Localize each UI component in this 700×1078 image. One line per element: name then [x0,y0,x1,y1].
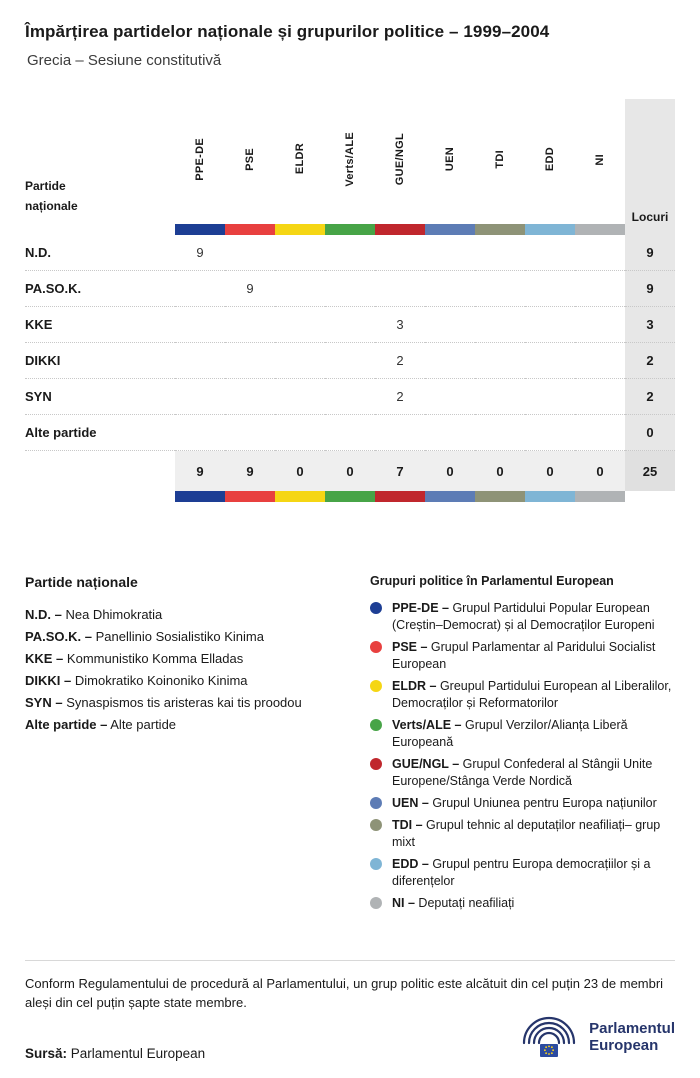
page-subtitle: Grecia – Sesiune constitutivă [27,52,222,69]
group-color-dot [370,797,382,809]
seat-cell [475,307,525,343]
group-column-header: NI [594,153,606,166]
seat-cell [425,379,475,415]
group-color-dot [370,897,382,909]
party-row [25,235,675,271]
seat-cell [425,307,475,343]
group-column-header: GUE/NGL [394,132,406,186]
seat-cell [275,379,325,415]
source-label: Sursă: [25,1046,68,1061]
party-name: SYN [25,379,175,415]
seat-cell [475,343,525,379]
ep-logo-text: Parlamentul European [589,1020,675,1054]
party-row [25,271,675,307]
group-legend-item: Verts/ALE – Grupul Verzilor/Alianța Liberă Europeană [370,717,675,751]
party-row [25,379,675,415]
group-column-header: UEN [444,146,456,172]
row-total: 2 [625,379,675,415]
group-color-dot [370,602,382,614]
group-legend-item: EDD – Grupul pentru Europa democrațiilor și a diferențelor [370,856,675,890]
party-name: N.D. [25,245,51,260]
seat-cell [425,343,475,379]
ep-hemicycle-icon [519,1014,579,1060]
seat-cell [425,271,475,307]
group-color-bar [425,224,475,235]
seat-cell [525,235,575,271]
column-total: 0 [475,451,525,492]
group-color-bar-row-bottom [25,491,675,502]
group-color-bar [175,491,225,502]
seat-cell: 3 [375,307,425,343]
seat-cell [325,235,375,271]
totals-row [25,451,675,492]
seat-cell [525,271,575,307]
group-color-dot [370,719,382,731]
party-name: DIKKI [25,343,175,379]
seat-cell [225,415,275,451]
group-color-bar [575,491,625,502]
party-row [25,307,675,343]
group-column-header: PSE [244,147,256,171]
column-total: 0 [525,451,575,492]
group-color-bar [375,491,425,502]
seat-cell [425,235,475,271]
seat-cell [525,415,575,451]
grand-total: 25 [625,451,675,492]
party-legend-item: Alte partide – Alte partide [25,717,177,732]
group-column-header: Verts/ALE [344,131,356,187]
group-color-bar [325,491,375,502]
group-color-dot [370,680,382,692]
seats-column-header: Locuri [625,99,675,224]
seat-cell [225,235,275,271]
seat-cell [525,379,575,415]
ep-logo [519,1014,675,1060]
seat-cell [275,235,325,271]
group-column-header: ELDR [294,143,306,175]
group-color-bar [425,491,475,502]
group-color-bar [325,224,375,235]
seat-cell [225,379,275,415]
group-color-bar [275,491,325,502]
group-color-bar [225,224,275,235]
column-total: 0 [575,451,625,492]
group-legend-item: UEN – Grupul Uniunea pentru Europa națiunilor [370,795,675,812]
seat-cell: 9 [196,245,204,260]
row-header-label: Partide naționale [25,179,78,213]
seat-cell [325,271,375,307]
seats-table [25,99,675,502]
group-legend-item: PSE – Grupul Parlamentar al Paridului Socialist European [370,639,675,673]
seat-cell [475,271,525,307]
seat-cell [275,415,325,451]
group-color-bar [275,224,325,235]
seat-cell [325,307,375,343]
group-legend-item: ELDR – Greupul Partidului European al Liberalilor, Democraților și Reformatorilor [370,678,675,712]
row-total: 2 [625,343,675,379]
row-header-cell [25,99,175,224]
party-row [25,415,675,451]
seat-cell [375,271,425,307]
group-legend [370,574,675,917]
row-total: 0 [625,415,675,451]
seat-cell [425,415,475,451]
seat-cell [325,343,375,379]
seat-cell [575,343,625,379]
row-total: 9 [625,235,675,271]
seat-cell [275,343,325,379]
group-color-bar [525,491,575,502]
party-legend-heading: Partide naționale [25,574,138,590]
seat-cell [575,271,625,307]
group-color-bar [525,224,575,235]
seat-cell [275,307,325,343]
source-value: Parlamentul European [70,1046,206,1061]
seat-cell [275,271,325,307]
party-legend-item: DIKKI – Dimokratiko Koinoniko Kinima [25,673,248,688]
seat-cell [575,307,625,343]
seat-cell [175,307,225,343]
column-total: 0 [425,451,475,492]
footnote: Conform Regulamentului de procedură al Parlamentului, un grup politic este alcătuit din cel puțin 23 de membri aleși din cel puțin șapte state membre. [25,960,675,1012]
group-color-bar [375,224,425,235]
page-title: Împărțirea partidelor naționale și grupurilor politice – 1999–2004 [25,22,550,41]
group-color-bar [175,224,225,235]
column-total: 7 [375,451,425,492]
party-name: Alte partide [25,415,175,451]
group-color-dot [370,641,382,653]
seat-cell [225,307,275,343]
group-legend-item: NI – Deputați neafiliați [370,895,675,912]
party-legend-item: SYN – Synaspismos tis aristeras kai tis proodou [25,695,302,710]
group-color-bar [575,224,625,235]
group-color-bar [475,491,525,502]
row-total: 9 [625,271,675,307]
group-color-bar [225,491,275,502]
group-color-dot [370,758,382,770]
seat-cell [175,379,225,415]
source-line [25,1046,205,1061]
column-total: 0 [325,451,375,492]
seat-cell [375,235,425,271]
party-legend-item: KKE – Kommunistiko Komma Elladas [25,651,244,666]
group-color-dot [370,819,382,831]
group-legend-item: PPE-DE – Grupul Partidului Popular European (Creștin–Democrat) și al Democraților Europeni [370,600,675,634]
seat-cell [475,415,525,451]
group-color-dot [370,858,382,870]
seat-cell [175,343,225,379]
party-legend-item: PA.SO.K. – Panellinio Sosialistiko Kinima [25,629,264,644]
group-legend-heading: Grupuri politice în Parlamentul European [370,574,614,588]
seat-cell [525,307,575,343]
group-column-header: PPE-DE [194,137,206,181]
seat-cell: 2 [375,379,425,415]
seat-cell [475,379,525,415]
seat-cell [575,235,625,271]
seat-cell: 9 [225,271,275,307]
party-name: KKE [25,307,175,343]
group-column-header: TDI [494,149,506,169]
seat-cell [325,415,375,451]
seat-cell [375,415,425,451]
seat-cell [225,343,275,379]
seat-cell [175,271,225,307]
seat-cell [575,379,625,415]
seat-cell [525,343,575,379]
seat-cell [175,415,225,451]
seat-cell: 2 [375,343,425,379]
seat-cell [325,379,375,415]
group-header-row [25,99,675,224]
party-legend-item: N.D. – Nea Dhimokratia [25,607,163,622]
column-total: 0 [275,451,325,492]
group-legend-item: GUE/NGL – Grupul Confederal al Stângii Unite Europene/Stânga Verde Nordică [370,756,675,790]
party-legend [25,574,370,917]
party-row [25,343,675,379]
group-legend-item: TDI – Grupul tehnic al deputaților neafiliați– grup mixt [370,817,675,851]
party-name: PA.SO.K. [25,271,175,307]
group-color-bar-row [25,224,675,235]
seat-cell [475,235,525,271]
group-column-header: EDD [544,146,556,172]
column-total: 9 [175,451,225,492]
row-total: 3 [625,307,675,343]
column-total: 9 [225,451,275,492]
legend-section [25,574,675,917]
seat-cell [575,415,625,451]
group-color-bar [475,224,525,235]
